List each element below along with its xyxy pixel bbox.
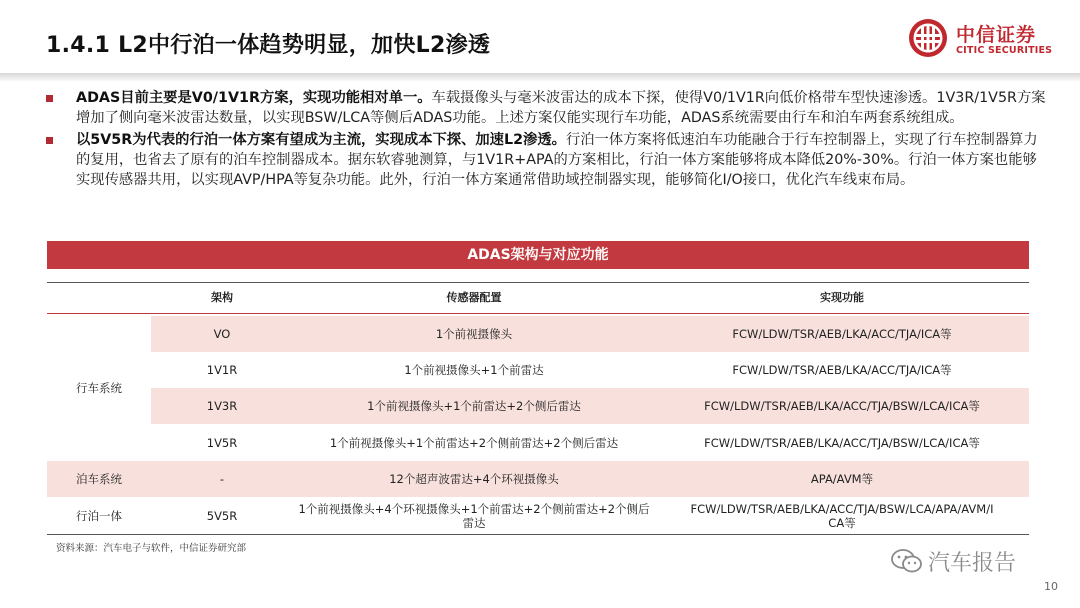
citic-logo	[908, 18, 1068, 62]
source-note: 资料来源：汽车电子与软件，中信证券研究部	[56, 543, 247, 554]
cell-arch: -	[219, 472, 225, 486]
table-row	[47, 461, 1029, 497]
table-row	[47, 352, 1029, 388]
bullet-item	[46, 130, 1046, 190]
header-func: 实现功能	[820, 291, 864, 304]
cell-arch: VO	[213, 327, 231, 341]
cell-func: FCW/LDW/TSR/AEB/LKA/ACC/TJA/BSW/LCA/ICA等	[704, 399, 980, 413]
bullet-square-icon	[46, 137, 53, 144]
bullet-item	[46, 88, 1046, 128]
logo-chinese-name: 中信证券	[956, 24, 1037, 46]
cell-sensor: 1个前视摄像头	[435, 327, 513, 341]
cell-func: FCW/LDW/TSR/AEB/LKA/ACC/TJA/ICA等	[732, 363, 952, 377]
cell-sensor: 1个前视摄像头+4个环视摄像头+1个前雷达+2个侧前雷达+2个侧后雷达	[298, 501, 650, 530]
bullet-text: 车载摄像头与毫米波雷达的成本下探，使得V0/1V1R向低价格带车型快速渗透。1V3R/1V5R方案增加了侧向毫米波雷达数量，以实现BSW/LCA等侧后ADAS功能。上述方案仅能实现行车功能，ADAS系统需要由行车和泊车两套系统组成。	[76, 90, 1046, 126]
watermark-text: 汽车报告	[928, 551, 1017, 576]
cell-sensor: 1个前视摄像头+1个前雷达+2个侧后雷达	[367, 399, 581, 413]
cell-sensor: 12个超声波雷达+4个环视摄像头	[389, 472, 559, 486]
cell-arch: 1V1R	[206, 363, 238, 377]
cell-arch: 5V5R	[206, 508, 238, 523]
header-arch: 架构	[211, 291, 233, 304]
table-row	[47, 497, 1029, 535]
cell-func-line1: FCW/LDW/TSR/AEB/LKA/ACC/TJA/BSW/LCA/APA/AVM/I	[690, 501, 994, 516]
logo-english-name: CITIC SECURITIES	[956, 45, 1053, 56]
table-row	[47, 424, 1029, 461]
table-row	[47, 316, 1029, 352]
wechat-icon	[890, 548, 924, 574]
table-row	[47, 388, 1029, 424]
cell-func-line2: CA等	[828, 515, 856, 530]
group-label: 行车系统	[76, 381, 122, 395]
cell-func	[655, 497, 1029, 534]
cell-func: FCW/LDW/TSR/AEB/LKA/ACC/TJA/ICA等	[732, 327, 952, 341]
bullet-square-icon	[46, 95, 53, 102]
cell-arch: 1V5R	[206, 435, 238, 450]
table-title: ADAS架构与对应功能	[47, 241, 1029, 269]
header-sensor: 传感器配置	[446, 291, 502, 304]
cell-func: APA/AVM等	[810, 472, 874, 486]
page-title: 1.4.1 L2中行泊一体趋势明显，加快L2渗透	[46, 33, 491, 58]
bullet-lead: ADAS目前主要是V0/1V1R方案，实现功能相对单一。	[76, 90, 432, 106]
bullet-lead: 以5V5R为代表的行泊一体方案有望成为主流，实现成本下探、加速L2渗透。	[76, 132, 566, 148]
header-bar	[0, 0, 1080, 80]
cell-sensor: 1个前视摄像头+1个前雷达+2个侧前雷达+2个侧后雷达	[329, 435, 619, 450]
bullet-list	[46, 88, 1046, 190]
page-number: 10	[1044, 580, 1058, 593]
header-divider	[0, 73, 1080, 82]
adas-table	[47, 282, 1029, 530]
citic-logo-icon	[908, 18, 948, 58]
cell-func: FCW/LDW/TSR/AEB/LKA/ACC/TJA/BSW/LCA/ICA等	[704, 435, 980, 450]
bullet-text: 行泊一体方案将低速泊车功能融合于行车控制器上，实现了行车控制器算力的复用，也省去了原有的泊车控制器成本。据东软睿驰测算，与1V1R+APA的方案相比，行泊一体方案能够将成本降低20%-30%。行泊一体方案也能够实现传感器共用，以实现AVP/HPA等复杂功能。此外，行泊一体方案通常借助域控制器实现，能够简化I/O接口，优化汽车线束布局。	[76, 132, 1038, 188]
group-label: 泊车系统	[76, 472, 122, 486]
group-label: 行泊一体	[76, 508, 122, 523]
table-header	[47, 282, 1029, 314]
cell-sensor: 1个前视摄像头+1个前雷达	[404, 363, 544, 377]
cell-arch: 1V3R	[206, 399, 238, 413]
